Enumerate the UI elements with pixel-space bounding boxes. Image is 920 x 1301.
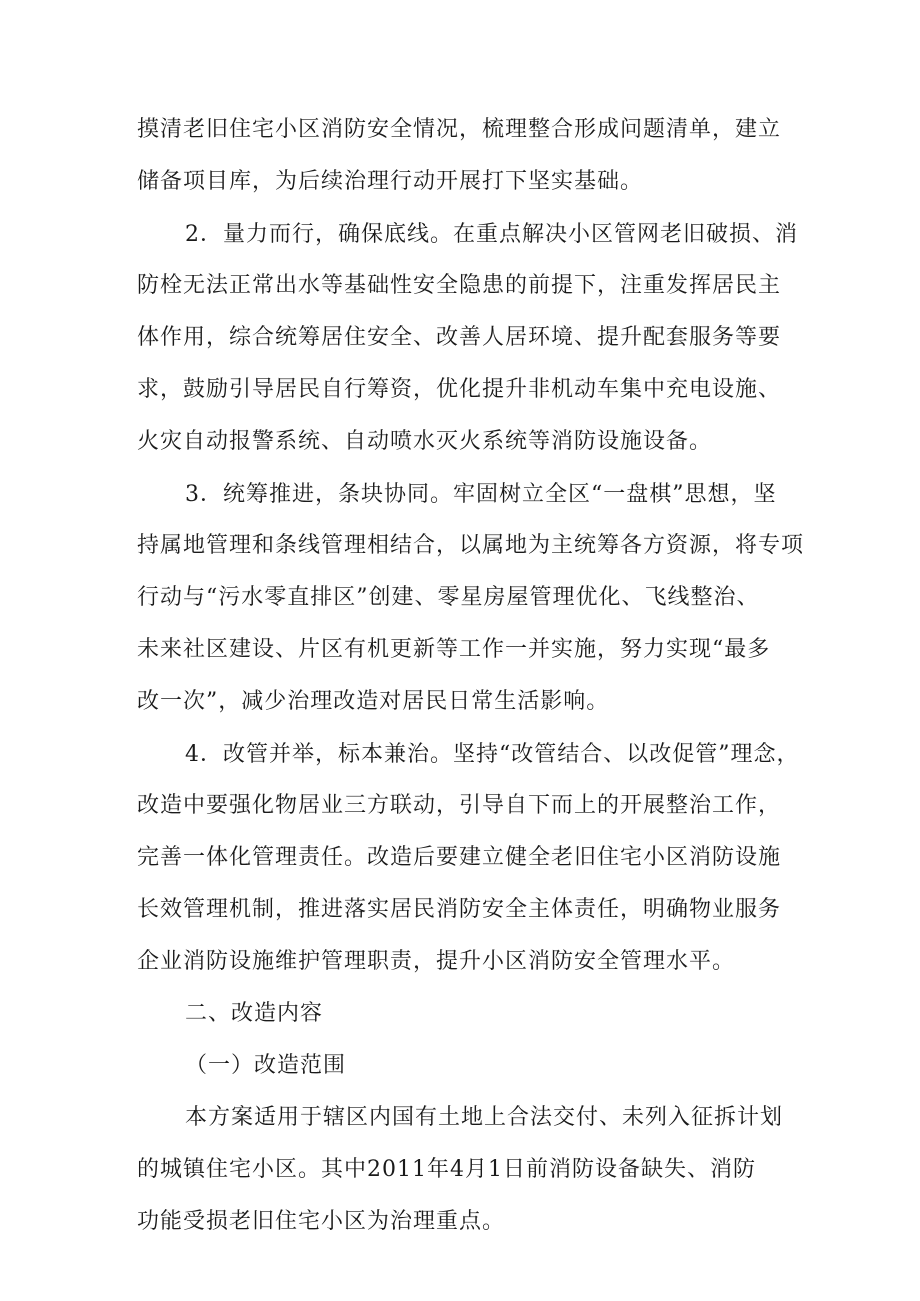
- text-line: 2．量力而行，确保底线。在重点解决小区管网老旧破损、消: [185, 222, 798, 247]
- text-line: 长效管理机制，推进落实居民消防安全主体责任，明确物业服务: [137, 897, 782, 922]
- text-line: 防栓无法正常出水等基础性安全隐患的前提下，注重发挥居民主: [137, 273, 782, 298]
- text-line: 改造中要强化物居业三方联动，引导自下而上的开展整治工作，: [137, 793, 782, 818]
- text-line: 4．改管并举，标本兼治。坚持“改管结合、以改促管”理念，: [185, 742, 800, 767]
- text-line: 3．统筹推进，条块协同。牢固树立全区“一盘棋”思想，坚: [185, 482, 777, 507]
- text-line: 改一次”，减少治理改造对居民日常生活影响。: [137, 689, 610, 714]
- text-line: 体作用，综合统筹居住安全、改善人居环境、提升配套服务等要: [137, 325, 782, 350]
- text-line: 摸清老旧住宅小区消防安全情况，梳理整合形成问题清单，建立: [137, 117, 782, 142]
- text-line: 行动与“污水零直排区”创建、零星房屋管理优化、飞线整治、: [137, 585, 760, 610]
- text-line: 完善一体化管理责任。改造后要建立健全老旧住宅小区消防设施: [137, 845, 782, 870]
- text-line: 本方案适用于辖区内国有土地上合法交付、未列入征拆计划: [185, 1105, 784, 1130]
- text-line: 求，鼓励引导居民自行筹资，优化提升非机动车集中充电设施、: [137, 377, 782, 402]
- section-heading: 二、改造内容: [185, 1001, 324, 1026]
- subsection-heading: （一）改造范围: [185, 1053, 347, 1078]
- text-line: 企业消防设施维护管理职责，提升小区消防安全管理水平。: [137, 949, 736, 974]
- text-line: 功能受损老旧住宅小区为治理重点。: [137, 1209, 506, 1234]
- text-line: 的城镇住宅小区。其中2011年4月1日前消防设备缺失、消防: [137, 1157, 756, 1182]
- text-line: 持属地管理和条线管理相结合，以属地为主统筹各方资源，将专项: [137, 533, 805, 558]
- text-line: 未来社区建设、片区有机更新等工作一并实施，努力实现“最多: [137, 637, 771, 662]
- text-line: 储备项目库，为后续治理行动开展打下坚实基础。: [137, 169, 644, 194]
- text-line: 火灾自动报警系统、自动喷水灭火系统等消防设施设备。: [137, 429, 713, 454]
